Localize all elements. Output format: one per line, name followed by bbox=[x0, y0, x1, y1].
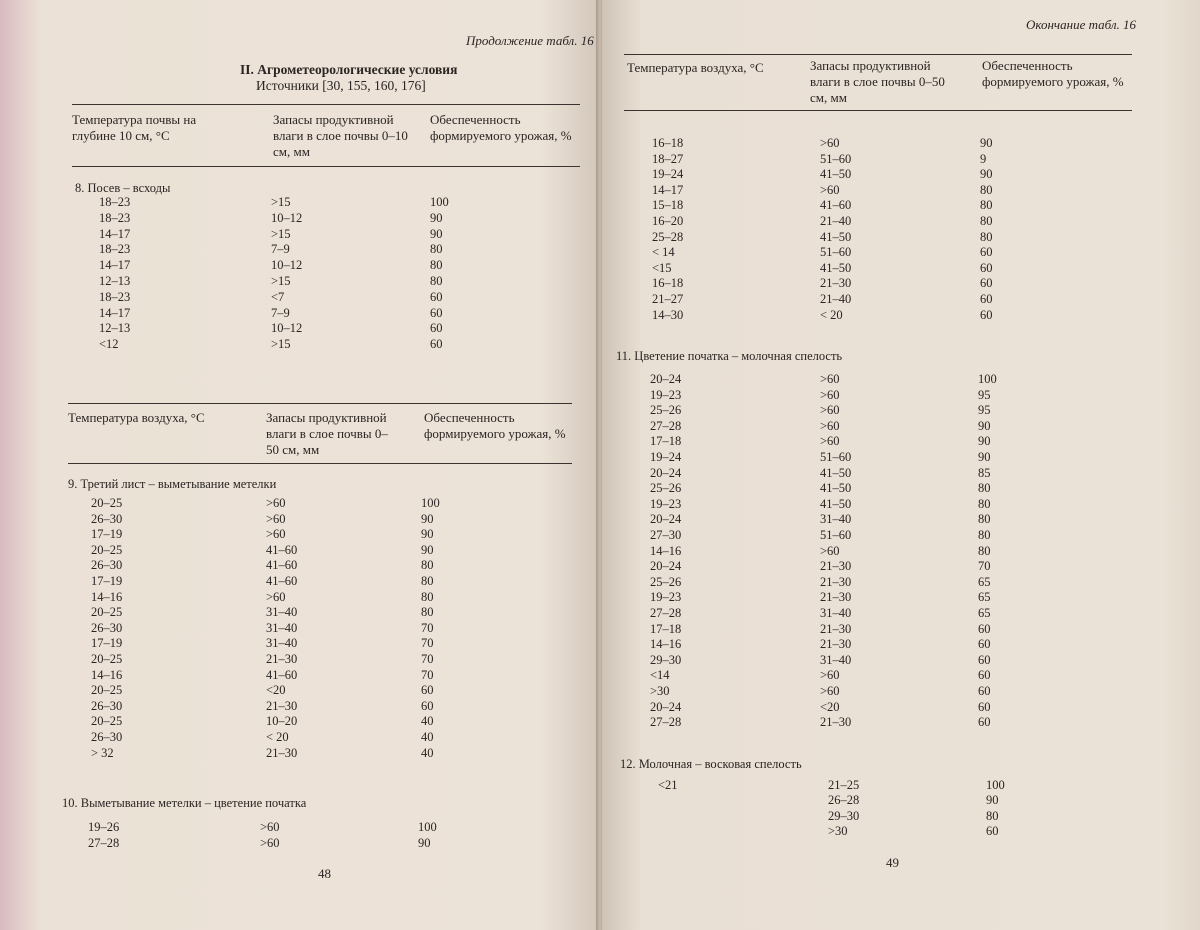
cell-temperature: 14–17 bbox=[99, 226, 131, 241]
cell-temperature: 20–25 bbox=[91, 605, 123, 620]
cell-yield: 80 bbox=[980, 198, 993, 213]
cell-yield: 60 bbox=[980, 292, 993, 306]
cell-moisture: 41–50 bbox=[820, 229, 852, 244]
table2-header-col2: Запасы продуктивной влаги в слое почвы 0–50 см, мм bbox=[266, 410, 388, 457]
cell-temperature: 18–27 bbox=[652, 151, 684, 166]
cell-temperature: 20–24 bbox=[650, 372, 682, 386]
cell-yield: 70 bbox=[421, 667, 434, 682]
cell-moisture: >60 bbox=[820, 668, 840, 683]
cell-temperature: 25–26 bbox=[650, 574, 682, 589]
cell-moisture: >60 bbox=[820, 136, 840, 150]
cell-yield: 60 bbox=[978, 699, 991, 714]
table2-header-rule bbox=[68, 463, 572, 464]
cell-yield: 90 bbox=[421, 527, 434, 542]
cell-temperature: 18–23 bbox=[99, 195, 131, 209]
cell-yield: 40 bbox=[421, 714, 434, 729]
cell-moisture: 10–12 bbox=[271, 321, 303, 336]
cell-temperature: <12 bbox=[99, 337, 119, 352]
cell-temperature: 14–16 bbox=[650, 637, 682, 652]
cell-temperature: 20–24 bbox=[650, 699, 682, 714]
cell-moisture: 41–50 bbox=[820, 481, 852, 496]
cell-temperature: 19–23 bbox=[650, 496, 682, 511]
cell-moisture: 31–40 bbox=[820, 512, 852, 527]
cell-temperature: 17–18 bbox=[650, 434, 682, 449]
cell-temperature: 19–24 bbox=[650, 450, 682, 464]
cell-yield: 60 bbox=[978, 652, 991, 667]
cell-moisture: >60 bbox=[266, 511, 286, 526]
cell-yield: 100 bbox=[421, 496, 440, 510]
cell-moisture: >60 bbox=[820, 434, 840, 449]
cell-moisture: >15 bbox=[271, 337, 291, 352]
right-header-col1: Температура воздуха, °С bbox=[627, 60, 764, 75]
table1-top-rule bbox=[72, 104, 580, 105]
cell-yield: 90 bbox=[986, 793, 999, 808]
cell-moisture: 10–12 bbox=[271, 210, 303, 225]
cell-moisture: >15 bbox=[271, 195, 291, 209]
cell-temperature: 14–16 bbox=[91, 589, 123, 604]
cell-temperature: 14–17 bbox=[99, 258, 131, 273]
cell-yield: 80 bbox=[986, 808, 999, 823]
cell-temperature: 19–24 bbox=[652, 167, 684, 182]
cell-moisture: 21–30 bbox=[820, 621, 852, 636]
cell-yield: 60 bbox=[978, 668, 991, 683]
cell-yield: 95 bbox=[978, 387, 991, 402]
cell-yield: 40 bbox=[421, 745, 434, 760]
cell-yield: 90 bbox=[430, 226, 443, 241]
cell-temperature: 14–16 bbox=[91, 667, 123, 682]
section10-caption: 10. Выметывание метелки – цветение початка bbox=[62, 796, 307, 810]
cell-yield: 80 bbox=[980, 214, 993, 228]
table2-top-rule bbox=[68, 403, 572, 404]
cell-moisture: 41–60 bbox=[266, 667, 298, 682]
cell-temperature: 12–13 bbox=[99, 321, 131, 336]
cell-moisture: 31–40 bbox=[820, 606, 852, 620]
right-running-head: Окончание табл. 16 bbox=[1026, 17, 1137, 32]
cell-temperature: 19–23 bbox=[650, 387, 682, 402]
cell-yield: 90 bbox=[978, 450, 991, 464]
cell-temperature: 27–30 bbox=[650, 528, 682, 542]
cell-temperature: 16–20 bbox=[652, 214, 684, 228]
cell-temperature: 12–13 bbox=[99, 274, 131, 288]
cell-yield: 9 bbox=[980, 151, 987, 166]
cell-moisture: 29–30 bbox=[828, 808, 860, 823]
cell-moisture: 31–40 bbox=[820, 652, 852, 667]
right-page bbox=[602, 0, 1200, 930]
cell-yield: 70 bbox=[421, 652, 434, 666]
cell-yield: 90 bbox=[418, 835, 431, 850]
cell-moisture: >60 bbox=[266, 589, 286, 604]
cell-yield: 80 bbox=[978, 481, 991, 496]
cell-moisture: 21–30 bbox=[820, 590, 852, 605]
cell-moisture: 21–30 bbox=[266, 698, 298, 713]
table1-header-col1: Температура почвы на глубине 10 см, °С bbox=[72, 112, 197, 143]
cell-yield: 60 bbox=[421, 698, 434, 713]
cell-moisture: 31–40 bbox=[266, 636, 298, 651]
cell-yield: 60 bbox=[980, 245, 993, 260]
left-running-head: Продолжение табл. 16 bbox=[466, 33, 594, 48]
cell-yield: 65 bbox=[978, 574, 991, 589]
cell-temperature: 16–18 bbox=[652, 136, 684, 150]
section9-caption: 9. Третий лист – выметывание метелки bbox=[68, 477, 277, 491]
right-header-rule bbox=[624, 110, 1132, 111]
cell-yield: 100 bbox=[430, 195, 449, 209]
cell-temperature: 25–26 bbox=[650, 403, 682, 418]
cell-moisture: < 20 bbox=[820, 307, 843, 322]
cell-temperature: 14–17 bbox=[652, 182, 684, 197]
cell-yield: 100 bbox=[978, 372, 997, 386]
cell-moisture: 21–25 bbox=[828, 778, 860, 792]
cell-moisture: 41–50 bbox=[820, 496, 852, 511]
cell-moisture: 41–60 bbox=[820, 198, 852, 213]
cell-temperature: 20–24 bbox=[650, 559, 682, 574]
cell-moisture: 41–60 bbox=[266, 558, 298, 573]
cell-yield: 80 bbox=[421, 605, 434, 620]
cell-yield: 80 bbox=[980, 182, 993, 197]
cell-yield: 80 bbox=[421, 589, 434, 604]
cell-moisture: <20 bbox=[820, 699, 840, 714]
cell-temperature: <21 bbox=[658, 778, 678, 792]
cell-temperature: 27–28 bbox=[650, 418, 682, 433]
cell-moisture: 21–30 bbox=[820, 637, 852, 652]
cell-moisture: 26–28 bbox=[828, 793, 860, 808]
cell-moisture: 51–60 bbox=[820, 245, 852, 260]
table1-header-col2: Запасы продуктивной влаги в слое почвы 0–10 см, мм bbox=[273, 112, 408, 159]
cell-moisture: >60 bbox=[260, 820, 280, 834]
cell-yield: 60 bbox=[980, 276, 993, 291]
cell-moisture: >60 bbox=[820, 684, 840, 698]
cell-temperature: 19–23 bbox=[650, 590, 682, 605]
cell-temperature: 20–25 bbox=[91, 652, 123, 666]
cell-moisture: 10–20 bbox=[266, 714, 298, 729]
cell-temperature: 18–23 bbox=[99, 210, 131, 225]
cell-temperature: 26–30 bbox=[91, 511, 123, 526]
cell-yield: 80 bbox=[430, 258, 443, 273]
cell-temperature: 25–28 bbox=[652, 229, 684, 244]
sources-line: Источники [30, 155, 160, 176] bbox=[256, 78, 426, 93]
cell-yield: 90 bbox=[978, 418, 991, 433]
section12-caption: 12. Молочная – восковая спелость bbox=[620, 757, 802, 771]
cell-temperature: 18–23 bbox=[99, 289, 131, 304]
table1-header-col3: Обеспеченность формируемого урожая, % bbox=[430, 112, 572, 143]
cell-moisture: 7–9 bbox=[271, 242, 290, 257]
cell-yield: 65 bbox=[978, 590, 991, 605]
cell-moisture: 41–50 bbox=[820, 167, 852, 182]
cell-yield: 60 bbox=[978, 621, 991, 636]
cell-temperature: 25–26 bbox=[650, 481, 682, 496]
cell-yield: 60 bbox=[430, 305, 443, 320]
cell-yield: 80 bbox=[978, 496, 991, 511]
cell-moisture: >30 bbox=[828, 824, 848, 839]
cell-temperature: 18–23 bbox=[99, 242, 131, 257]
cell-temperature: 20–24 bbox=[650, 512, 682, 527]
cell-moisture: >15 bbox=[271, 274, 291, 288]
cell-yield: 65 bbox=[978, 606, 991, 620]
section-title: II. Агрометеорологические условия bbox=[240, 62, 458, 77]
right-page-number: 49 bbox=[886, 855, 899, 870]
cell-yield: 80 bbox=[430, 242, 443, 257]
cell-moisture: < 20 bbox=[266, 730, 289, 744]
cell-temperature: 20–25 bbox=[91, 683, 123, 698]
cell-yield: 90 bbox=[421, 542, 434, 557]
cell-temperature: 27–28 bbox=[650, 715, 682, 730]
cell-yield: 100 bbox=[986, 778, 1005, 792]
cell-yield: 90 bbox=[980, 136, 993, 150]
cell-moisture: >60 bbox=[820, 372, 840, 386]
cell-yield: 60 bbox=[978, 715, 991, 730]
cell-moisture: 41–50 bbox=[820, 260, 852, 275]
cell-moisture: 10–12 bbox=[271, 258, 303, 273]
cell-yield: 70 bbox=[421, 636, 434, 651]
cell-moisture: >60 bbox=[820, 543, 840, 558]
cell-moisture: 31–40 bbox=[266, 620, 298, 635]
right-header-col3: Обеспеченность формируемого урожая, % bbox=[982, 58, 1124, 89]
cell-temperature: 27–28 bbox=[650, 606, 682, 620]
cell-temperature: 20–25 bbox=[91, 542, 123, 557]
cell-yield: 60 bbox=[430, 289, 443, 304]
cell-temperature: >30 bbox=[650, 684, 670, 698]
cell-yield: 95 bbox=[978, 403, 991, 418]
cell-yield: 85 bbox=[978, 465, 991, 480]
cell-yield: 70 bbox=[978, 559, 991, 574]
cell-yield: 40 bbox=[421, 730, 434, 744]
cell-yield: 60 bbox=[978, 684, 991, 698]
cell-yield: 90 bbox=[980, 167, 993, 182]
cell-temperature: 26–30 bbox=[91, 558, 123, 573]
cell-moisture: >60 bbox=[820, 387, 840, 402]
cell-yield: 60 bbox=[986, 824, 999, 839]
cell-temperature: 14–17 bbox=[99, 305, 131, 320]
cell-yield: 60 bbox=[421, 683, 434, 698]
cell-temperature: 17–19 bbox=[91, 527, 123, 542]
cell-temperature: 17–19 bbox=[91, 574, 123, 588]
cell-moisture: 51–60 bbox=[820, 450, 852, 464]
cell-temperature: 19–26 bbox=[88, 820, 120, 834]
cell-moisture: >60 bbox=[266, 527, 286, 542]
cell-moisture: <20 bbox=[266, 683, 286, 698]
cell-temperature: 16–18 bbox=[652, 276, 684, 291]
cell-moisture: >60 bbox=[260, 835, 280, 850]
cell-moisture: 41–60 bbox=[266, 574, 298, 588]
cell-temperature: > 32 bbox=[91, 745, 114, 760]
cell-yield: 80 bbox=[978, 512, 991, 527]
cell-yield: 90 bbox=[430, 210, 443, 225]
table2-header-col1: Температура воздуха, °С bbox=[68, 410, 205, 425]
right-table-top-rule bbox=[624, 54, 1132, 55]
cell-temperature: 20–25 bbox=[91, 496, 123, 510]
table1-header-rule bbox=[72, 166, 580, 167]
cell-temperature: 29–30 bbox=[650, 652, 682, 667]
section8-caption: 8. Посев – всходы bbox=[75, 181, 171, 195]
cell-moisture: <7 bbox=[271, 289, 285, 304]
cell-temperature: 20–25 bbox=[91, 714, 123, 729]
cell-temperature: 26–30 bbox=[91, 730, 123, 744]
cell-moisture: 7–9 bbox=[271, 305, 290, 320]
cell-temperature: 26–30 bbox=[91, 620, 123, 635]
cell-moisture: 21–30 bbox=[820, 559, 852, 574]
cell-yield: 90 bbox=[421, 511, 434, 526]
cell-moisture: 21–30 bbox=[820, 276, 852, 291]
cell-temperature: 17–19 bbox=[91, 636, 123, 651]
right-header-col2: Запасы продуктивной влаги в слое почвы 0–50 см, мм bbox=[810, 58, 945, 105]
cell-moisture: >60 bbox=[820, 403, 840, 418]
cell-yield: 90 bbox=[978, 434, 991, 449]
left-page-number: 48 bbox=[318, 866, 331, 881]
cell-moisture: 21–40 bbox=[820, 292, 852, 306]
cell-moisture: >60 bbox=[820, 418, 840, 433]
cell-temperature: 14–16 bbox=[650, 543, 682, 558]
cell-yield: 80 bbox=[430, 274, 443, 288]
cell-yield: 80 bbox=[978, 528, 991, 542]
cell-yield: 80 bbox=[980, 229, 993, 244]
cell-yield: 60 bbox=[430, 337, 443, 352]
cell-moisture: 21–30 bbox=[820, 574, 852, 589]
cell-temperature: 21–27 bbox=[652, 292, 684, 306]
table2-header-col3: Обеспеченность формируемого урожая, % bbox=[424, 410, 566, 441]
cell-yield: 60 bbox=[978, 637, 991, 652]
cell-moisture: 21–30 bbox=[266, 745, 298, 760]
cell-moisture: >15 bbox=[271, 226, 291, 241]
cell-yield: 70 bbox=[421, 620, 434, 635]
cell-temperature: 20–24 bbox=[650, 465, 682, 480]
cell-yield: 80 bbox=[421, 558, 434, 573]
cell-temperature: <14 bbox=[650, 668, 670, 683]
cell-moisture: 41–60 bbox=[266, 542, 298, 557]
cell-yield: 60 bbox=[980, 260, 993, 275]
section11-caption: 11. Цветение початка – молочная спелость bbox=[616, 349, 843, 363]
cell-moisture: 21–40 bbox=[820, 214, 852, 228]
cell-yield: 80 bbox=[421, 574, 434, 588]
cell-temperature: 26–30 bbox=[91, 698, 123, 713]
cell-moisture: 21–30 bbox=[266, 652, 298, 666]
cell-temperature: 15–18 bbox=[652, 198, 684, 213]
cell-yield: 80 bbox=[978, 543, 991, 558]
cell-temperature: < 14 bbox=[652, 245, 675, 260]
cell-moisture: 21–30 bbox=[820, 715, 852, 730]
cell-moisture: >60 bbox=[266, 496, 286, 510]
cell-yield: 60 bbox=[980, 307, 993, 322]
cell-moisture: 51–60 bbox=[820, 528, 852, 542]
cell-moisture: 31–40 bbox=[266, 605, 298, 620]
cell-yield: 100 bbox=[418, 820, 437, 834]
cell-moisture: >60 bbox=[820, 182, 840, 197]
cell-moisture: 51–60 bbox=[820, 151, 852, 166]
cell-temperature: 17–18 bbox=[650, 621, 682, 636]
left-page bbox=[0, 0, 598, 930]
cell-yield: 60 bbox=[430, 321, 443, 336]
cell-moisture: 41–50 bbox=[820, 465, 852, 480]
cell-temperature: 14–30 bbox=[652, 307, 684, 322]
cell-temperature: 27–28 bbox=[88, 835, 120, 850]
cell-temperature: <15 bbox=[652, 260, 672, 275]
